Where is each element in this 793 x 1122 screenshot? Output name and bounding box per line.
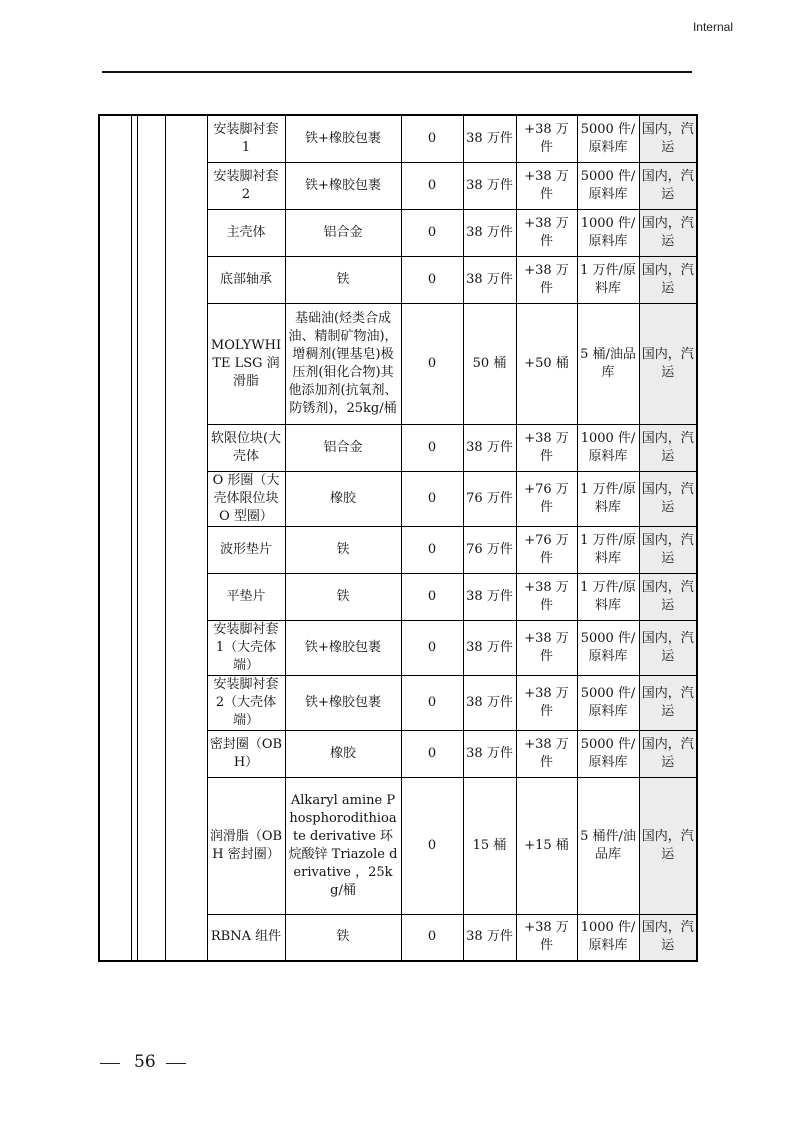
cell-storage: 5 桶件/油品库 (577, 777, 639, 914)
cell-material: 铁 (285, 256, 401, 303)
cell-storage: 5000 件/原料库 (577, 115, 639, 162)
cell-transport: 国内，汽运 (639, 471, 697, 526)
cell-transport: 国内，汽运 (639, 256, 697, 303)
cell-material: 橡胶 (285, 730, 401, 777)
cell-change: +38 万件 (516, 573, 577, 620)
cell-existing: 0 (401, 777, 463, 914)
cell-transport: 国内，汽运 (639, 620, 697, 675)
cell-transport: 国内，汽运 (639, 526, 697, 573)
cell-name: 安装脚衬套 1 (207, 115, 285, 162)
cell-material: 铁 (285, 914, 401, 961)
cell-planned: 76 万件 (463, 471, 516, 526)
cell-storage: 1 万件/原料库 (577, 526, 639, 573)
cell-planned: 38 万件 (463, 914, 516, 961)
cell-planned: 38 万件 (463, 162, 516, 209)
cell-change: +76 万件 (516, 526, 577, 573)
cell-transport: 国内，汽运 (639, 914, 697, 961)
cell-change: +15 桶 (516, 777, 577, 914)
cell-storage: 5000 件/原料库 (577, 730, 639, 777)
footer-dash-right (166, 1063, 186, 1064)
cell-planned: 38 万件 (463, 675, 516, 730)
cell-name: 平垫片 (207, 573, 285, 620)
page-footer (100, 1052, 200, 1076)
cell-name: 软限位块(大壳体 (207, 424, 285, 471)
cell-change: +38 万件 (516, 256, 577, 303)
cell-planned: 76 万件 (463, 526, 516, 573)
cell-material: 铁+橡胶包裹 (285, 620, 401, 675)
cell-existing: 0 (401, 162, 463, 209)
cell-change: +38 万件 (516, 424, 577, 471)
cell-change: +38 万件 (516, 115, 577, 162)
cell-planned: 38 万件 (463, 730, 516, 777)
cell-existing: 0 (401, 914, 463, 961)
cell-existing: 0 (401, 256, 463, 303)
cell-transport: 国内，汽运 (639, 209, 697, 256)
cell-material: 铁+橡胶包裹 (285, 115, 401, 162)
cell-change: +38 万件 (516, 209, 577, 256)
cell-planned: 38 万件 (463, 209, 516, 256)
materials-table (98, 114, 698, 962)
cell-storage: 1000 件/原料库 (577, 209, 639, 256)
classification-label: Internal (692, 20, 733, 34)
cell-storage: 5000 件/原料库 (577, 620, 639, 675)
cell-planned: 38 万件 (463, 424, 516, 471)
cell-name: 安装脚衬套 1（大壳体端） (207, 620, 285, 675)
cell-storage: 5000 件/原料库 (577, 162, 639, 209)
footer-dash-left (100, 1063, 120, 1064)
cell-material: Alkaryl amine Phosphorodithioate derivative 环烷酸锌 Triazole derivative ，25kg/桶 (285, 777, 401, 914)
cell-transport: 国内，汽运 (639, 303, 697, 424)
cell-transport: 国内，汽运 (639, 730, 697, 777)
cell-existing: 0 (401, 675, 463, 730)
blank-col-4 (165, 115, 207, 961)
cell-storage: 5000 件/原料库 (577, 675, 639, 730)
cell-change: +50 桶 (516, 303, 577, 424)
cell-name: 密封圈（OBH） (207, 730, 285, 777)
page-number: 56 (134, 1052, 156, 1072)
cell-existing: 0 (401, 209, 463, 256)
cell-change: +38 万件 (516, 620, 577, 675)
cell-transport: 国内，汽运 (639, 424, 697, 471)
cell-name: RBNA 组件 (207, 914, 285, 961)
cell-storage: 1 万件/原料库 (577, 573, 639, 620)
cell-transport: 国内，汽运 (639, 777, 697, 914)
cell-transport: 国内，汽运 (639, 675, 697, 730)
cell-material: 铁 (285, 526, 401, 573)
cell-material: 铁+橡胶包裹 (285, 162, 401, 209)
cell-name: 安装脚衬套 2 (207, 162, 285, 209)
cell-name: 安装脚衬套 2（大壳体端） (207, 675, 285, 730)
cell-transport: 国内，汽运 (639, 162, 697, 209)
header-rule (102, 71, 692, 73)
cell-planned: 38 万件 (463, 256, 516, 303)
cell-material: 橡胶 (285, 471, 401, 526)
cell-name: 润滑脂（OBH 密封圈） (207, 777, 285, 914)
cell-existing: 0 (401, 620, 463, 675)
cell-change: +38 万件 (516, 914, 577, 961)
table-row (99, 115, 697, 162)
cell-material: 铝合金 (285, 424, 401, 471)
cell-planned: 50 桶 (463, 303, 516, 424)
cell-storage: 1 万件/原料库 (577, 256, 639, 303)
cell-existing: 0 (401, 303, 463, 424)
cell-name: O 形圈（大壳体限位块 O 型圈） (207, 471, 285, 526)
cell-existing: 0 (401, 730, 463, 777)
cell-name: MOLYWHITE LSG 润滑脂 (207, 303, 285, 424)
cell-change: +76 万件 (516, 471, 577, 526)
cell-material: 铁+橡胶包裹 (285, 675, 401, 730)
cell-change: +38 万件 (516, 730, 577, 777)
cell-name: 主壳体 (207, 209, 285, 256)
cell-existing: 0 (401, 424, 463, 471)
blank-col-3 (137, 115, 165, 961)
cell-name: 底部轴承 (207, 256, 285, 303)
cell-material: 铁 (285, 573, 401, 620)
cell-planned: 38 万件 (463, 620, 516, 675)
cell-transport: 国内，汽运 (639, 115, 697, 162)
cell-storage: 1000 件/原料库 (577, 424, 639, 471)
cell-existing: 0 (401, 471, 463, 526)
cell-storage: 1 万件/原料库 (577, 471, 639, 526)
blank-col-1 (99, 115, 131, 961)
cell-storage: 1000 件/原料库 (577, 914, 639, 961)
cell-change: +38 万件 (516, 675, 577, 730)
cell-change: +38 万件 (516, 162, 577, 209)
cell-planned: 38 万件 (463, 573, 516, 620)
cell-transport: 国内，汽运 (639, 573, 697, 620)
cell-existing: 0 (401, 573, 463, 620)
cell-planned: 15 桶 (463, 777, 516, 914)
cell-existing: 0 (401, 115, 463, 162)
cell-existing: 0 (401, 526, 463, 573)
cell-name: 波形垫片 (207, 526, 285, 573)
cell-material: 铝合金 (285, 209, 401, 256)
cell-material: 基础油(烃类合成油、精制矿物油)，增稠剂(锂基皂)极压剂(钼化合物)其他添加剂(抗氧剂、防锈剂)，25kg/桶 (285, 303, 401, 424)
cell-planned: 38 万件 (463, 115, 516, 162)
cell-storage: 5 桶/油品库 (577, 303, 639, 424)
